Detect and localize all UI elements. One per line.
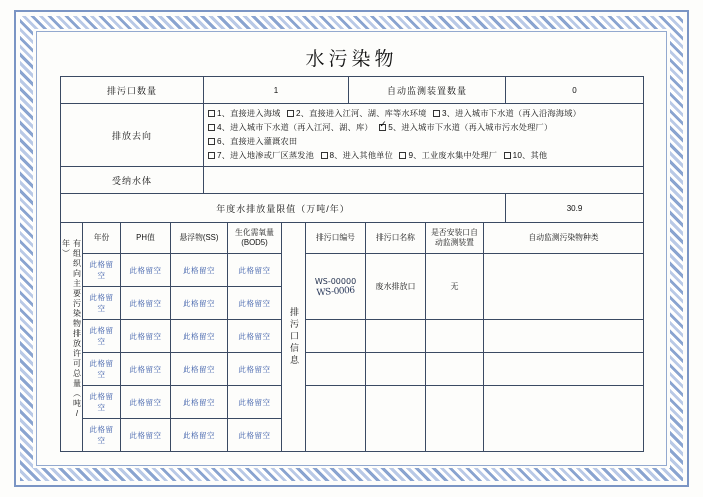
cell-bod-3[interactable]: 此格留空 (228, 320, 282, 353)
mid-vertical-label-cell (282, 223, 306, 452)
cell-bod-1[interactable]: 此格留空 (228, 254, 282, 287)
discharge-option-4[interactable]: 4、进入城市下水道（再入江河、湖、库） (208, 123, 373, 132)
outlet-code-handwriting: WS-0006 (316, 285, 355, 298)
mid-vertical-label: 排污口信息 (289, 307, 299, 367)
cell-bod-6[interactable]: 此格留空 (228, 419, 282, 452)
cell-outlet-name-4[interactable] (366, 386, 426, 452)
outlet-code-text: WS-00000 (314, 276, 357, 286)
discharge-option-2[interactable]: 2、直接进入江河、湖、库等水环境 (287, 109, 427, 118)
discharge-options-line2 (208, 121, 639, 149)
checkbox-icon[interactable] (208, 138, 215, 145)
cell-outlet-code-4[interactable] (306, 386, 366, 452)
cell-auto-monitor-4[interactable] (426, 386, 484, 452)
auto-device-label: 自动监测装置数量 (349, 77, 506, 104)
cell-monitor-types-4[interactable] (484, 386, 644, 452)
col-header-ss: 悬浮物(SS) (171, 223, 228, 254)
left-vertical-label: 有组织向主要污染物排放许可总量（吨/年） (61, 239, 82, 420)
cell-ph-2[interactable]: 此格留空 (121, 287, 171, 320)
cell-outlet-name-1[interactable]: 废水排放口 (366, 254, 426, 320)
cell-ph-4[interactable]: 此格留空 (121, 353, 171, 386)
discharge-option-7[interactable]: 7、进入地渗或厂区蒸发池 (208, 151, 314, 160)
table-row (61, 167, 644, 194)
discharge-option-9[interactable]: 9、工业废水集中处理厂 (399, 151, 497, 160)
cell-outlet-code-2[interactable] (306, 320, 366, 353)
cell-year-1[interactable]: 此格留空 (83, 254, 121, 287)
annual-limit-label: 年度水排放量限值（万吨/年） (61, 194, 506, 223)
discharge-dest-label: 排放去向 (61, 104, 204, 167)
table-row (61, 386, 644, 419)
cell-year-4[interactable]: 此格留空 (83, 353, 121, 386)
cell-ss-3[interactable]: 此格留空 (171, 320, 228, 353)
cell-auto-monitor-1[interactable]: 无 (426, 254, 484, 320)
cell-auto-monitor-3[interactable] (426, 353, 484, 386)
table-row (61, 194, 644, 223)
cell-ss-6[interactable]: 此格留空 (171, 419, 228, 452)
cell-monitor-types-2[interactable] (484, 320, 644, 353)
cell-bod-4[interactable]: 此格留空 (228, 353, 282, 386)
cell-bod-5[interactable]: 此格留空 (228, 386, 282, 419)
cell-outlet-code-1[interactable] (306, 254, 366, 320)
page-title: 水污染物 (305, 48, 398, 70)
cell-outlet-name-3[interactable] (366, 353, 426, 386)
cell-ss-4[interactable]: 此格留空 (171, 353, 228, 386)
table-row (61, 77, 644, 104)
discharge-option-3[interactable]: 3、进入城市下水道（再入沿海海域） (433, 109, 581, 118)
cell-monitor-types-3[interactable] (484, 353, 644, 386)
table-row (61, 353, 644, 386)
cell-year-5[interactable]: 此格留空 (83, 386, 121, 419)
col-header-bod: 生化需氧量(BOD5) (228, 223, 282, 254)
annual-limit-value[interactable]: 30.9 (506, 194, 644, 223)
col-header-ph: PH值 (121, 223, 171, 254)
lower-composite-block (60, 222, 644, 452)
cell-auto-monitor-2[interactable] (426, 320, 484, 353)
checkbox-icon[interactable] (208, 110, 215, 117)
cell-ss-5[interactable]: 此格留空 (171, 386, 228, 419)
auto-device-value[interactable]: 0 (506, 77, 644, 104)
cell-monitor-types-1[interactable] (484, 254, 644, 320)
cell-outlet-name-2[interactable] (366, 320, 426, 353)
mid-vertical-label-wrap (282, 239, 305, 435)
receiving-water-label: 受纳水体 (61, 167, 204, 194)
outlet-count-value[interactable]: 1 (204, 77, 349, 104)
left-vertical-label-wrap (61, 239, 82, 435)
discharge-option-10[interactable]: 10、其他 (504, 151, 548, 160)
cell-year-6[interactable]: 此格留空 (83, 419, 121, 452)
discharge-option-1[interactable]: 1、直接进入海域 (208, 109, 280, 118)
left-vertical-label-cell (61, 223, 83, 452)
table-row (61, 320, 644, 353)
table-row (61, 254, 644, 287)
col-header-outlet-code: 排污口编号 (306, 223, 366, 254)
col-header-auto-monitor: 是否安装口自动监测装置 (426, 223, 484, 254)
cell-bod-2[interactable]: 此格留空 (228, 287, 282, 320)
checkbox-icon[interactable] (504, 152, 511, 159)
col-header-monitor-types: 自动监测污染物种类 (484, 223, 644, 254)
form-table-wrapper (60, 76, 643, 452)
checkbox-checked-icon[interactable] (379, 124, 386, 131)
checkbox-icon[interactable] (208, 124, 215, 131)
discharge-options-cell (204, 104, 644, 167)
outlet-count-label: 排污口数量 (61, 77, 204, 104)
col-header-year: 年份 (83, 223, 121, 254)
cell-ss-2[interactable]: 此格留空 (171, 287, 228, 320)
cell-ss-1[interactable]: 此格留空 (171, 254, 228, 287)
cell-year-3[interactable]: 此格留空 (83, 320, 121, 353)
cell-year-2[interactable]: 此格留空 (83, 287, 121, 320)
table-row (61, 104, 644, 167)
cell-ph-6[interactable]: 此格留空 (121, 419, 171, 452)
checkbox-icon[interactable] (399, 152, 406, 159)
cell-ph-3[interactable]: 此格留空 (121, 320, 171, 353)
cell-ph-5[interactable]: 此格留空 (121, 386, 171, 419)
checkbox-icon[interactable] (321, 152, 328, 159)
discharge-options-line1 (208, 107, 639, 121)
discharge-options-line3 (208, 149, 639, 163)
cell-ph-1[interactable]: 此格留空 (121, 254, 171, 287)
table-row (61, 223, 644, 254)
checkbox-icon[interactable] (287, 110, 294, 117)
receiving-water-value[interactable] (204, 167, 644, 194)
discharge-option-6[interactable]: 6、直接进入灌溉农田 (208, 137, 297, 146)
discharge-option-8[interactable]: 8、进入其他单位 (321, 151, 393, 160)
discharge-option-5[interactable]: ✓ 5、进入城市下水道（再入城市污水处理厂） (379, 123, 552, 132)
col-header-outlet-name: 排污口名称 (366, 223, 426, 254)
checkbox-icon[interactable] (433, 110, 440, 117)
cell-outlet-code-3[interactable] (306, 353, 366, 386)
water-pollutant-form (60, 76, 644, 223)
checkbox-icon[interactable] (208, 152, 215, 159)
